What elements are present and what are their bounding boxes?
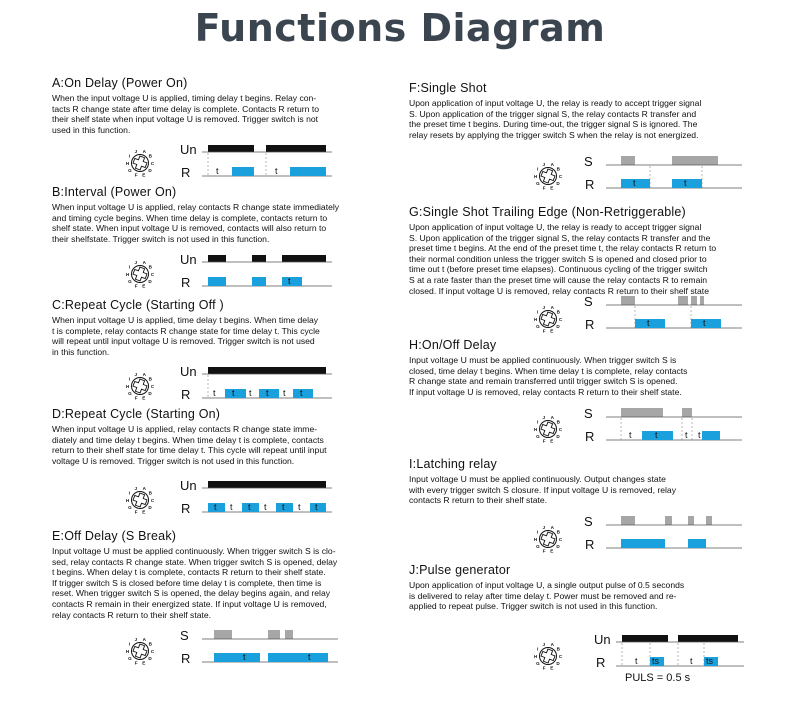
dial-letter: J bbox=[542, 161, 546, 167]
timing-diagram-g bbox=[584, 293, 754, 333]
dial-letter: C bbox=[558, 173, 563, 179]
s-pulse bbox=[700, 296, 704, 305]
t-label: t bbox=[230, 502, 233, 512]
section-title: G:Single Shot Trailing Edge (Non-Retriggerable) bbox=[409, 205, 686, 219]
text-line: their normal condition unless the trigger switch S is opened and closed prior to bbox=[409, 253, 707, 264]
text-line: their shelf state when input voltage U is removed. Trigger switch is not bbox=[52, 114, 319, 125]
dial-letter: D bbox=[556, 324, 560, 330]
t-label: t bbox=[698, 430, 701, 440]
un-bar bbox=[678, 635, 738, 642]
timing-diagram-f bbox=[584, 153, 754, 193]
dial-letter: B bbox=[148, 264, 152, 270]
row-label-un: Un bbox=[180, 252, 197, 267]
text-line: Upon application of input voltage U, the relay is ready to accept trigger signal bbox=[409, 98, 702, 108]
text-line: When the input voltage U is applied, timing delay t begins. Relay con- bbox=[52, 93, 317, 103]
text-line: time out t (before preset time elapses). Continuous cycling of the trigger switch bbox=[409, 264, 708, 275]
s-pulse bbox=[682, 408, 692, 417]
dial-letter: F bbox=[134, 172, 138, 178]
dial-letter: G bbox=[536, 661, 540, 667]
dial-letter: F bbox=[134, 395, 138, 401]
section-text bbox=[52, 424, 392, 466]
t-label: t bbox=[288, 276, 291, 286]
t-label: t bbox=[298, 502, 301, 512]
text-line: When input voltage U is applied, relay contacts R change state immediately bbox=[52, 202, 340, 212]
selector-dial-icon bbox=[530, 637, 566, 673]
dial-letter: A bbox=[142, 371, 146, 377]
row-label-r: R bbox=[596, 655, 606, 670]
row-label-un: Un bbox=[594, 632, 611, 647]
un-bar bbox=[208, 255, 226, 262]
section-text bbox=[52, 315, 392, 357]
t-label: t bbox=[214, 502, 217, 512]
dial-letter: J bbox=[134, 259, 138, 265]
s-pulse bbox=[621, 156, 635, 165]
timing-diagram-d bbox=[180, 477, 340, 517]
text-line: S at a rate faster than the preset time will cause the relay contacts R to remain bbox=[409, 274, 708, 285]
dial-letter: A bbox=[142, 485, 146, 491]
r-bar bbox=[214, 653, 260, 662]
timing-diagram-h bbox=[584, 405, 754, 445]
row-label-r: R bbox=[181, 651, 191, 666]
dial-letter: E bbox=[142, 283, 146, 289]
dial-letter: C bbox=[558, 653, 563, 659]
dial-letter: I bbox=[129, 641, 131, 647]
timing-diagram-e bbox=[180, 627, 350, 667]
dial-letter: C bbox=[150, 160, 155, 166]
t-label: t bbox=[690, 656, 693, 666]
text-line: is delivered to relay after time delay t. Power must be removed and re- bbox=[409, 590, 677, 601]
text-line: Input voltage U must be applied continuously. When trigger switch S is bbox=[409, 355, 677, 365]
dial-letter: G bbox=[128, 656, 132, 662]
dial-letter: A bbox=[550, 161, 554, 167]
section-title: D:Repeat Cycle (Starting On) bbox=[52, 407, 221, 421]
dial-letter: D bbox=[148, 168, 152, 174]
t-label: t bbox=[629, 430, 632, 440]
text-line: used in this function. bbox=[52, 124, 131, 135]
dial-letter: C bbox=[150, 648, 155, 654]
dial-letter: H bbox=[533, 316, 538, 322]
t-label: t bbox=[684, 178, 687, 188]
dial-letter: F bbox=[134, 283, 138, 289]
dial-letter: D bbox=[556, 661, 560, 667]
dial-letter: D bbox=[556, 181, 560, 187]
dial-letter: F bbox=[542, 438, 546, 444]
dial-letter: F bbox=[542, 665, 546, 671]
text-line: closed. If input voltage U is removed, relay contacts R return to their shelf state bbox=[409, 285, 709, 296]
row-label-r: R bbox=[585, 317, 595, 332]
dial-letter: D bbox=[556, 434, 560, 440]
row-label-s: S bbox=[584, 294, 593, 309]
t-label: t bbox=[213, 388, 216, 398]
s-pulse bbox=[672, 156, 718, 165]
text-line: with every trigger switch S closure. If input voltage U is removed, relay bbox=[409, 484, 676, 495]
s-pulse bbox=[621, 516, 635, 525]
section-title: E:Off Delay (S Break) bbox=[52, 529, 177, 543]
section-title: A:On Delay (Power On) bbox=[52, 76, 188, 90]
dial-letter: J bbox=[542, 641, 546, 647]
dial-letter: D bbox=[148, 279, 152, 285]
page-title: Functions Diagram bbox=[194, 6, 606, 50]
dial-letter: G bbox=[128, 391, 132, 397]
selector-dial-icon bbox=[122, 632, 158, 668]
selector-dial-icon bbox=[530, 410, 566, 446]
text-line: R change state and remain transferred until trigger switch S is opened. bbox=[409, 376, 678, 387]
dial-letter: C bbox=[150, 383, 155, 389]
dial-letter: J bbox=[134, 636, 138, 642]
t-label: t bbox=[647, 318, 650, 328]
dial-letter: E bbox=[550, 328, 554, 334]
dial-letter: A bbox=[142, 259, 146, 265]
dial-letter: B bbox=[148, 641, 152, 647]
dial-letter: G bbox=[128, 505, 132, 511]
t-label: t bbox=[685, 430, 688, 440]
r-bar bbox=[672, 179, 702, 188]
dial-letter: F bbox=[134, 509, 138, 515]
puls-label: PULS = 0.5 s bbox=[625, 672, 691, 684]
text-line: S. Upon application of the trigger signal S, the relay contacts R transfer and bbox=[409, 108, 697, 119]
selector-dial-icon bbox=[122, 144, 158, 180]
section-text bbox=[52, 202, 392, 244]
section-g bbox=[409, 205, 794, 296]
row-label-s: S bbox=[584, 154, 593, 169]
text-line: Upon application of input voltage U, the relay is ready to accept trigger signal bbox=[409, 222, 702, 232]
s-pulse bbox=[621, 408, 663, 417]
dial-letter: E bbox=[142, 395, 146, 401]
ts-label: ts bbox=[706, 656, 714, 666]
text-line: applied to repeat pulse. Trigger switch is not used in this function. bbox=[409, 601, 658, 612]
text-line: will repeat until input voltage U is removed. Trigger switch is not used bbox=[52, 336, 315, 347]
t-label: t bbox=[266, 388, 269, 398]
dial-letter: H bbox=[125, 383, 130, 389]
r-bar bbox=[268, 653, 328, 662]
dial-letter: G bbox=[536, 434, 540, 440]
dial-letter: C bbox=[150, 497, 155, 503]
dial-letter: F bbox=[542, 328, 546, 334]
dial-letter: H bbox=[533, 536, 538, 542]
dial-letter: I bbox=[537, 529, 539, 535]
dial-letter: I bbox=[537, 309, 539, 315]
dial-letter: D bbox=[556, 544, 560, 550]
r-bar bbox=[702, 431, 720, 440]
t-label: t bbox=[243, 652, 246, 662]
row-label-un: Un bbox=[180, 478, 197, 493]
s-pulse bbox=[621, 296, 635, 305]
text-line: closed, time delay t begins. When time delay t is complete, relay contacts bbox=[409, 365, 688, 376]
r-bar bbox=[232, 167, 254, 176]
dial-letter: F bbox=[134, 660, 138, 666]
un-bar bbox=[208, 367, 326, 374]
dial-letter: B bbox=[148, 376, 152, 382]
dial-letter: J bbox=[134, 148, 138, 154]
s-pulse bbox=[688, 516, 694, 525]
section-text bbox=[409, 98, 789, 140]
text-line: return to their shelf state for time delay t. This cycle will repeat until input bbox=[52, 445, 327, 456]
dial-letter: J bbox=[134, 485, 138, 491]
section-i bbox=[409, 457, 789, 506]
t-label: t bbox=[248, 502, 251, 512]
dial-letter: B bbox=[556, 646, 560, 652]
section-title: H:On/Off Delay bbox=[409, 338, 497, 352]
dial-letter: H bbox=[125, 648, 130, 654]
dial-letter: B bbox=[148, 490, 152, 496]
section-text bbox=[409, 580, 789, 612]
dial-letter: E bbox=[142, 172, 146, 178]
dial-letter: J bbox=[542, 304, 546, 310]
dial-letter: F bbox=[542, 185, 546, 191]
text-line: S. Upon application of the trigger signal S, the relay contacts R transfer and the bbox=[409, 232, 711, 243]
dial-letter: G bbox=[128, 279, 132, 285]
text-line: shelf state. When input voltage U is removed, contacts will also return to bbox=[52, 223, 327, 234]
dial-letter: G bbox=[128, 168, 132, 174]
dial-letter: I bbox=[129, 490, 131, 496]
ts-label: ts bbox=[652, 656, 660, 666]
row-label-r: R bbox=[181, 165, 191, 180]
section-h bbox=[409, 338, 789, 397]
t-label: t bbox=[703, 318, 706, 328]
selector-dial-icon bbox=[122, 481, 158, 517]
dial-letter: E bbox=[550, 185, 554, 191]
text-line: t begins. When delay t is complete, contacts R return to their shelf state. bbox=[52, 567, 326, 578]
dial-letter: A bbox=[550, 641, 554, 647]
s-pulse bbox=[268, 630, 280, 639]
text-line: contacts R remain in their energized state. If input voltage U is removed, bbox=[52, 598, 327, 609]
dial-letter: E bbox=[142, 509, 146, 515]
s-pulse bbox=[706, 516, 712, 525]
r-bar bbox=[310, 503, 326, 512]
r-bar bbox=[225, 389, 246, 398]
dial-letter: E bbox=[550, 438, 554, 444]
dial-letter: H bbox=[533, 653, 538, 659]
row-label-s: S bbox=[584, 406, 593, 421]
section-e bbox=[52, 529, 392, 620]
section-d bbox=[52, 407, 392, 466]
dial-letter: G bbox=[536, 324, 540, 330]
dial-letter: J bbox=[542, 524, 546, 530]
t-label: t bbox=[635, 656, 638, 666]
r-bar bbox=[293, 389, 313, 398]
r-bar bbox=[290, 167, 326, 176]
section-text bbox=[409, 222, 794, 296]
selector-dial-icon bbox=[530, 300, 566, 336]
t-label: t bbox=[249, 388, 252, 398]
r-bar bbox=[621, 539, 665, 548]
dial-letter: I bbox=[129, 264, 131, 270]
text-line: relay contacts R return to their shelf state. bbox=[52, 609, 212, 620]
dial-letter: H bbox=[533, 426, 538, 432]
r-bar bbox=[259, 389, 279, 398]
dial-letter: G bbox=[536, 181, 540, 187]
dial-letter: I bbox=[537, 419, 539, 425]
r-bar bbox=[691, 319, 721, 328]
selector-dial-icon bbox=[122, 367, 158, 403]
row-label-un: Un bbox=[180, 364, 197, 379]
section-title: F:Single Shot bbox=[409, 81, 487, 95]
un-bar bbox=[252, 255, 266, 262]
section-title: B:Interval (Power On) bbox=[52, 185, 177, 199]
dial-letter: E bbox=[142, 660, 146, 666]
row-label-r: R bbox=[585, 429, 595, 444]
t-label: t bbox=[282, 502, 285, 512]
un-bar bbox=[266, 145, 326, 152]
section-text bbox=[52, 93, 392, 135]
row-label-r: R bbox=[181, 501, 191, 516]
dial-letter: B bbox=[556, 419, 560, 425]
section-a bbox=[52, 76, 392, 135]
selector-dial-icon bbox=[122, 255, 158, 291]
text-line: voltage U is removed. Trigger switch is not used in this function. bbox=[52, 455, 295, 466]
r-bar bbox=[208, 277, 226, 286]
text-line: relay resets by applying the trigger switch S when the relay is not energized. bbox=[409, 129, 699, 140]
text-line: Input voltage U must be applied continuously. Output changes state bbox=[409, 474, 666, 484]
dial-letter: A bbox=[142, 148, 146, 154]
s-pulse bbox=[691, 296, 697, 305]
t-label: t bbox=[315, 502, 318, 512]
dial-letter: I bbox=[537, 166, 539, 172]
r-bar bbox=[635, 319, 665, 328]
dial-letter: H bbox=[125, 271, 130, 277]
dial-letter: D bbox=[148, 656, 152, 662]
dial-letter: B bbox=[556, 309, 560, 315]
dial-letter: E bbox=[550, 548, 554, 554]
dial-letter: D bbox=[148, 391, 152, 397]
t-label: t bbox=[633, 178, 636, 188]
dial-letter: I bbox=[129, 153, 131, 159]
text-line: and timing cycle begins. When time delay is complete, contacts return to bbox=[52, 212, 328, 223]
dial-letter: D bbox=[148, 505, 152, 511]
dial-letter: C bbox=[150, 271, 155, 277]
t-label: t bbox=[264, 502, 267, 512]
row-label-s: S bbox=[180, 628, 189, 643]
timing-diagram-i bbox=[584, 513, 754, 553]
t-label: t bbox=[216, 166, 219, 176]
dial-letter: G bbox=[536, 544, 540, 550]
text-line: reset. When trigger switch S is opened, the delay begins again, and relay bbox=[52, 588, 331, 599]
text-line: If trigger switch S is closed before time delay t is complete, then time is bbox=[52, 577, 322, 588]
text-line: Upon application of input voltage U, a single output pulse of 0.5 seconds bbox=[409, 580, 685, 590]
timing-diagram-c bbox=[180, 363, 340, 403]
section-text bbox=[409, 474, 789, 506]
s-pulse bbox=[665, 516, 672, 525]
dial-letter: H bbox=[125, 160, 130, 166]
section-c bbox=[52, 298, 392, 357]
dial-letter: A bbox=[550, 524, 554, 530]
timing-diagram-a bbox=[180, 141, 340, 181]
dial-letter: C bbox=[558, 536, 563, 542]
row-label-r: R bbox=[181, 275, 191, 290]
text-line: contacts R return to their shelf state. bbox=[409, 495, 548, 506]
t-label: t bbox=[308, 652, 311, 662]
dial-letter: C bbox=[558, 316, 563, 322]
row-label-r: R bbox=[585, 177, 595, 192]
section-title: C:Repeat Cycle (Starting Off ) bbox=[52, 298, 224, 312]
text-line: tacts R change state after time delay is complete. Contacts R return to bbox=[52, 103, 320, 114]
text-line: When input voltage U is applied, time delay t begins. When time delay bbox=[52, 315, 319, 325]
section-title: I:Latching relay bbox=[409, 457, 497, 471]
timing-diagram-b bbox=[180, 251, 340, 291]
text-line: When input voltage U is applied, relay contacts R change state imme- bbox=[52, 424, 318, 434]
dial-letter: J bbox=[134, 371, 138, 377]
dial-letter: B bbox=[556, 166, 560, 172]
dial-letter: H bbox=[533, 173, 538, 179]
s-pulse bbox=[285, 630, 293, 639]
dial-letter: A bbox=[550, 414, 554, 420]
timing-diagram-j bbox=[594, 631, 774, 671]
selector-dial-icon bbox=[530, 157, 566, 193]
text-line: sed, relay contacts R change state. When trigger switch S is opened, delay bbox=[52, 556, 338, 567]
dial-letter: F bbox=[542, 548, 546, 554]
text-line: If input voltage U is removed, relay contacts R return to their shelf state. bbox=[409, 386, 682, 397]
dial-letter: J bbox=[542, 414, 546, 420]
section-title: J:Pulse generator bbox=[409, 563, 511, 577]
row-label-s: S bbox=[584, 514, 593, 529]
s-pulse bbox=[214, 630, 232, 639]
dial-letter: B bbox=[556, 529, 560, 535]
un-bar bbox=[282, 255, 326, 262]
t-label: t bbox=[300, 388, 303, 398]
text-line: the preset time t begins. During time-out, the trigger signal S is ignored. The bbox=[409, 119, 698, 130]
text-line: their shelfstate. Trigger switch is not used in this function. bbox=[52, 233, 270, 244]
t-label: t bbox=[232, 388, 235, 398]
dial-letter: H bbox=[125, 497, 130, 503]
t-label: t bbox=[275, 166, 278, 176]
text-line: diately and time delay t begins. When time delay t is complete, contacts bbox=[52, 434, 324, 445]
text-line: preset time t begins. At the end of the preset time t, the relay contacts R return to bbox=[409, 243, 717, 254]
text-line: Input voltage U must be applied continuously. When trigger switch S is clo- bbox=[52, 546, 336, 556]
row-label-un: Un bbox=[180, 142, 197, 157]
dial-letter: I bbox=[537, 646, 539, 652]
text-line: t is complete, relay contacts R change state for time delay t. This cycle bbox=[52, 325, 320, 336]
text-line: in this function. bbox=[52, 346, 110, 357]
r-bar bbox=[282, 277, 302, 286]
row-label-r: R bbox=[585, 537, 595, 552]
section-text bbox=[52, 546, 392, 620]
r-bar bbox=[252, 277, 266, 286]
section-text bbox=[409, 355, 789, 397]
un-bar bbox=[208, 481, 326, 488]
t-label: t bbox=[283, 388, 286, 398]
section-f bbox=[409, 81, 789, 140]
dial-letter: A bbox=[142, 636, 146, 642]
section-b bbox=[52, 185, 392, 244]
dial-letter: I bbox=[129, 376, 131, 382]
row-label-r: R bbox=[181, 387, 191, 402]
dial-letter: B bbox=[148, 153, 152, 159]
dial-letter: C bbox=[558, 426, 563, 432]
selector-dial-icon bbox=[530, 520, 566, 556]
r-bar bbox=[688, 539, 706, 548]
un-bar bbox=[622, 635, 668, 642]
dial-letter: E bbox=[550, 665, 554, 671]
t-label: t bbox=[655, 430, 658, 440]
dial-letter: A bbox=[550, 304, 554, 310]
un-bar bbox=[208, 145, 254, 152]
s-pulse bbox=[678, 296, 688, 305]
section-j bbox=[409, 563, 789, 612]
